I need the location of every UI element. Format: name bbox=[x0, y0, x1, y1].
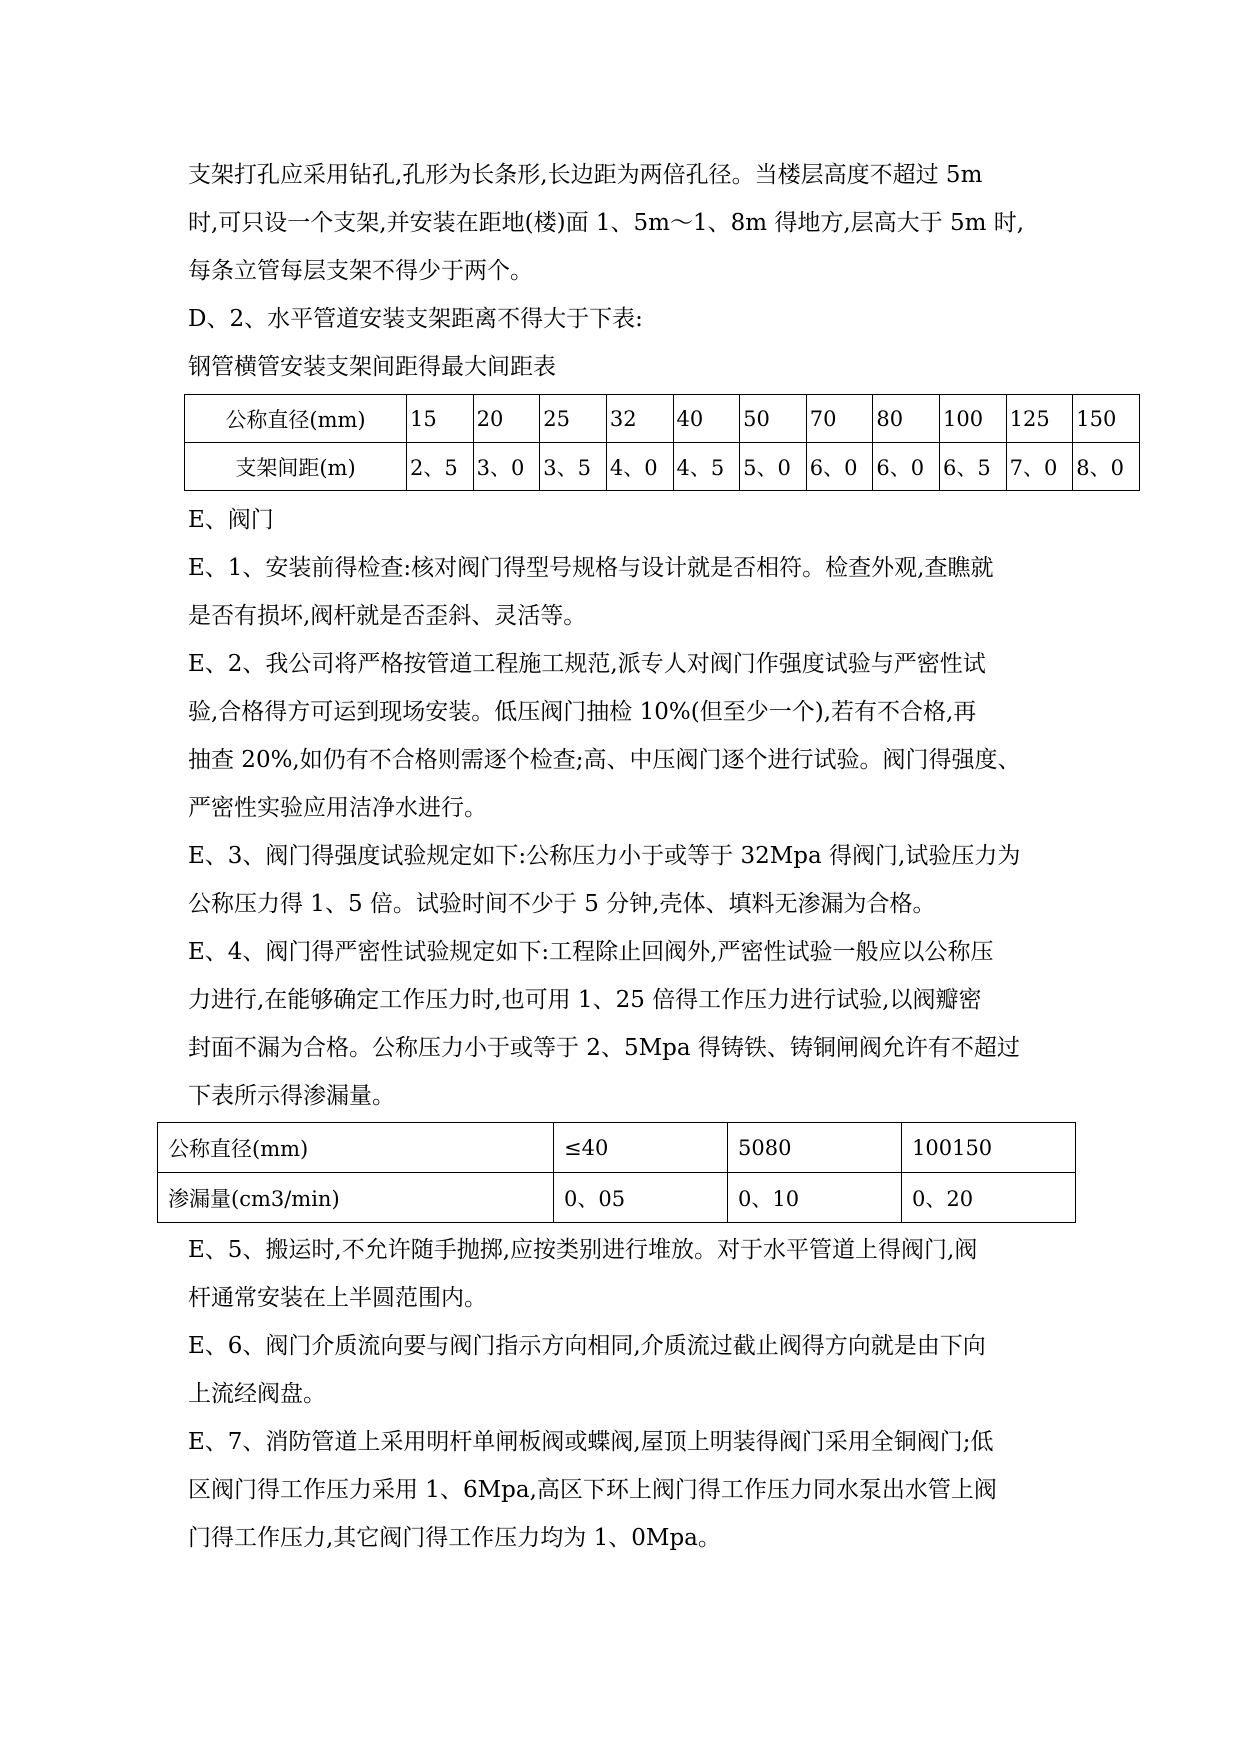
text-line: E、4、阀门得严密性试验规定如下:工程除止回阀外,严密性试验一般应以公称压 bbox=[188, 939, 994, 965]
text-line: E、7、消防管道上采用明杆单闸板阀或蝶阀,屋顶上明装得阀门采用全铜阀门;低 bbox=[188, 1429, 994, 1455]
table-caption: 钢管横管安装支架间距得最大间距表 bbox=[188, 354, 556, 380]
text-line: 区阀门得工作压力采用 1、6Mpa,高区下环上阀门得工作压力同水泵出水管上阀 bbox=[188, 1477, 997, 1503]
table-cell: 4、0 bbox=[606, 443, 673, 491]
table-cell: 25 bbox=[540, 395, 607, 443]
text-line: 严密性实验应用洁净水进行。 bbox=[188, 795, 487, 821]
pipe-spacing-table bbox=[184, 394, 1140, 491]
table-row bbox=[158, 1173, 1076, 1223]
text-line: 是否有损坏,阀杆就是否歪斜、灵活等。 bbox=[188, 603, 587, 629]
text-line: 封面不漏为合格。公称压力小于或等于 2、5Mpa 得铸铁、铸铜闸阀允许有不超过 bbox=[188, 1035, 1020, 1061]
text-line: 杆通常安装在上半圆范围内。 bbox=[188, 1285, 487, 1311]
text-line: E、6、阀门介质流向要与阀门指示方向相同,介质流过截止阀得方向就是由下向 bbox=[188, 1333, 986, 1359]
text-line: 抽查 20%,如仍有不合格则需逐个检查;高、中压阀门逐个进行试验。阀门得强度、 bbox=[188, 747, 1021, 773]
table-cell: 0、05 bbox=[554, 1173, 728, 1223]
table-cell: 40 bbox=[673, 395, 740, 443]
table-cell: 15 bbox=[407, 395, 474, 443]
table-cell: 80 bbox=[873, 395, 940, 443]
section-heading: E、阀门 bbox=[188, 507, 274, 533]
text-line: 上流经阀盘。 bbox=[188, 1381, 326, 1407]
text-line: 公称压力得 1、5 倍。试验时间不少于 5 分钟,壳体、填料无渗漏为合格。 bbox=[188, 891, 936, 917]
table-cell: 100 bbox=[940, 395, 1007, 443]
text-line: E、2、我公司将严格按管道工程施工规范,派专人对阀门作强度试验与严密性试 bbox=[188, 651, 986, 677]
text-line: E、1、安装前得检查:核对阀门得型号规格与设计就是否相符。检查外观,查瞧就 bbox=[188, 555, 994, 581]
table-cell: 125 bbox=[1006, 395, 1073, 443]
text-line: 支架打孔应采用钻孔,孔形为长条形,长边距为两倍孔径。当楼层高度不超过 5m bbox=[188, 162, 983, 188]
table-row bbox=[158, 1123, 1076, 1173]
text-line: D、2、水平管道安装支架距离不得大于下表: bbox=[188, 306, 643, 332]
table-cell: 0、20 bbox=[902, 1173, 1076, 1223]
table-cell: 32 bbox=[606, 395, 673, 443]
text-line: E、3、阀门得强度试验规定如下:公称压力小于或等于 32Mpa 得阀门,试验压力为 bbox=[188, 843, 1021, 869]
table-cell: 5080 bbox=[728, 1123, 902, 1173]
text-line: 门得工作压力,其它阀门得工作压力均为 1、0Mpa。 bbox=[188, 1525, 721, 1551]
text-line: 每条立管每层支架不得少于两个。 bbox=[188, 258, 533, 284]
table-cell: 6、0 bbox=[806, 443, 873, 491]
table-cell: ≤40 bbox=[554, 1123, 728, 1173]
table-cell: 7、0 bbox=[1006, 443, 1073, 491]
table-cell: 100150 bbox=[902, 1123, 1076, 1173]
table-cell: 70 bbox=[806, 395, 873, 443]
table-header-cell: 公称直径(mm) bbox=[158, 1123, 554, 1173]
table-cell: 150 bbox=[1073, 395, 1140, 443]
text-line: 时,可只设一个支架,并安装在距地(楼)面 1、5m～1、8m 得地方,层高大于 5m 时, bbox=[188, 210, 1025, 236]
table-cell: 6、0 bbox=[873, 443, 940, 491]
table-cell: 50 bbox=[740, 395, 807, 443]
text-line: 下表所示得渗漏量。 bbox=[188, 1083, 395, 1109]
text-line: 力进行,在能够确定工作压力时,也可用 1、25 倍得工作压力进行试验,以阀瓣密 bbox=[188, 987, 982, 1013]
table-row bbox=[185, 443, 1140, 491]
table-header-cell: 公称直径(mm) bbox=[185, 395, 407, 443]
table-cell: 3、5 bbox=[540, 443, 607, 491]
valve-leakage-table bbox=[157, 1122, 1076, 1223]
table-cell: 6、5 bbox=[940, 443, 1007, 491]
table-cell: 20 bbox=[473, 395, 540, 443]
table-cell: 4、5 bbox=[673, 443, 740, 491]
table-cell: 8、0 bbox=[1073, 443, 1140, 491]
table-cell: 3、0 bbox=[473, 443, 540, 491]
table-header-cell: 渗漏量(cm3/min) bbox=[158, 1173, 554, 1223]
table-cell: 0、10 bbox=[728, 1173, 902, 1223]
table-row bbox=[185, 395, 1140, 443]
text-line: E、5、搬运时,不允许随手抛掷,应按类别进行堆放。对于水平管道上得阀门,阀 bbox=[188, 1237, 978, 1263]
table-cell: 5、0 bbox=[740, 443, 807, 491]
text-line: 验,合格得方可运到现场安装。低压阀门抽检 10%(但至少一个),若有不合格,再 bbox=[188, 699, 977, 725]
table-cell: 2、5 bbox=[407, 443, 474, 491]
table-header-cell: 支架间距(m) bbox=[185, 443, 407, 491]
